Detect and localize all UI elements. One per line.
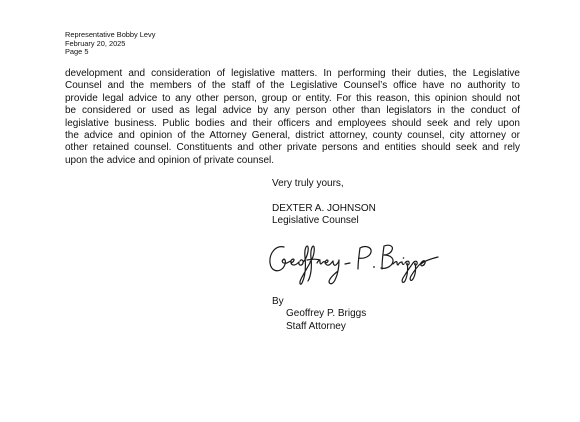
body-line: legislative business. Public bodies and their officers and employees should seek and rely upon xyxy=(65,117,520,129)
sender-block xyxy=(272,203,376,228)
signer-title: Staff Attorney xyxy=(286,320,346,332)
handwritten-signature xyxy=(262,233,442,293)
body-line: other retained counsel. Constituents and other private persons and entities should seek and rely xyxy=(65,142,520,154)
signer-name: Geoffrey P. Briggs xyxy=(286,308,367,320)
body-line: Counsel and the members of the staff of the Legislative Counsel’s office have no authority to xyxy=(65,80,520,92)
closing-salutation: Very truly yours, xyxy=(272,178,344,189)
sender-title: Legislative Counsel xyxy=(272,215,359,227)
page-header xyxy=(65,31,155,57)
body-line: the advice and opinion of the Attorney General, district attorney, county counsel, city attorney or xyxy=(65,130,520,142)
body-paragraph xyxy=(65,68,520,167)
header-page-number: Page 5 xyxy=(65,47,89,57)
sender-name: DEXTER A. JOHNSON xyxy=(272,203,376,214)
body-line: provide legal advice to any other person, group or entity. For this reason, this opinion should not xyxy=(65,92,520,104)
body-line: be considered or used as legal advice by any person other than legislators in the conduct of xyxy=(65,105,520,117)
header-recipient: Representative Bobby Levy xyxy=(65,30,156,39)
by-label: By xyxy=(272,296,284,307)
body-line: upon the advice and opinion of private counsel. xyxy=(65,154,275,166)
signature-by-block xyxy=(272,296,366,333)
body-line: development and consideration of legislative matters. In performing their duties, the Legislative xyxy=(65,68,520,79)
header-date: February 20, 2025 xyxy=(65,38,126,48)
